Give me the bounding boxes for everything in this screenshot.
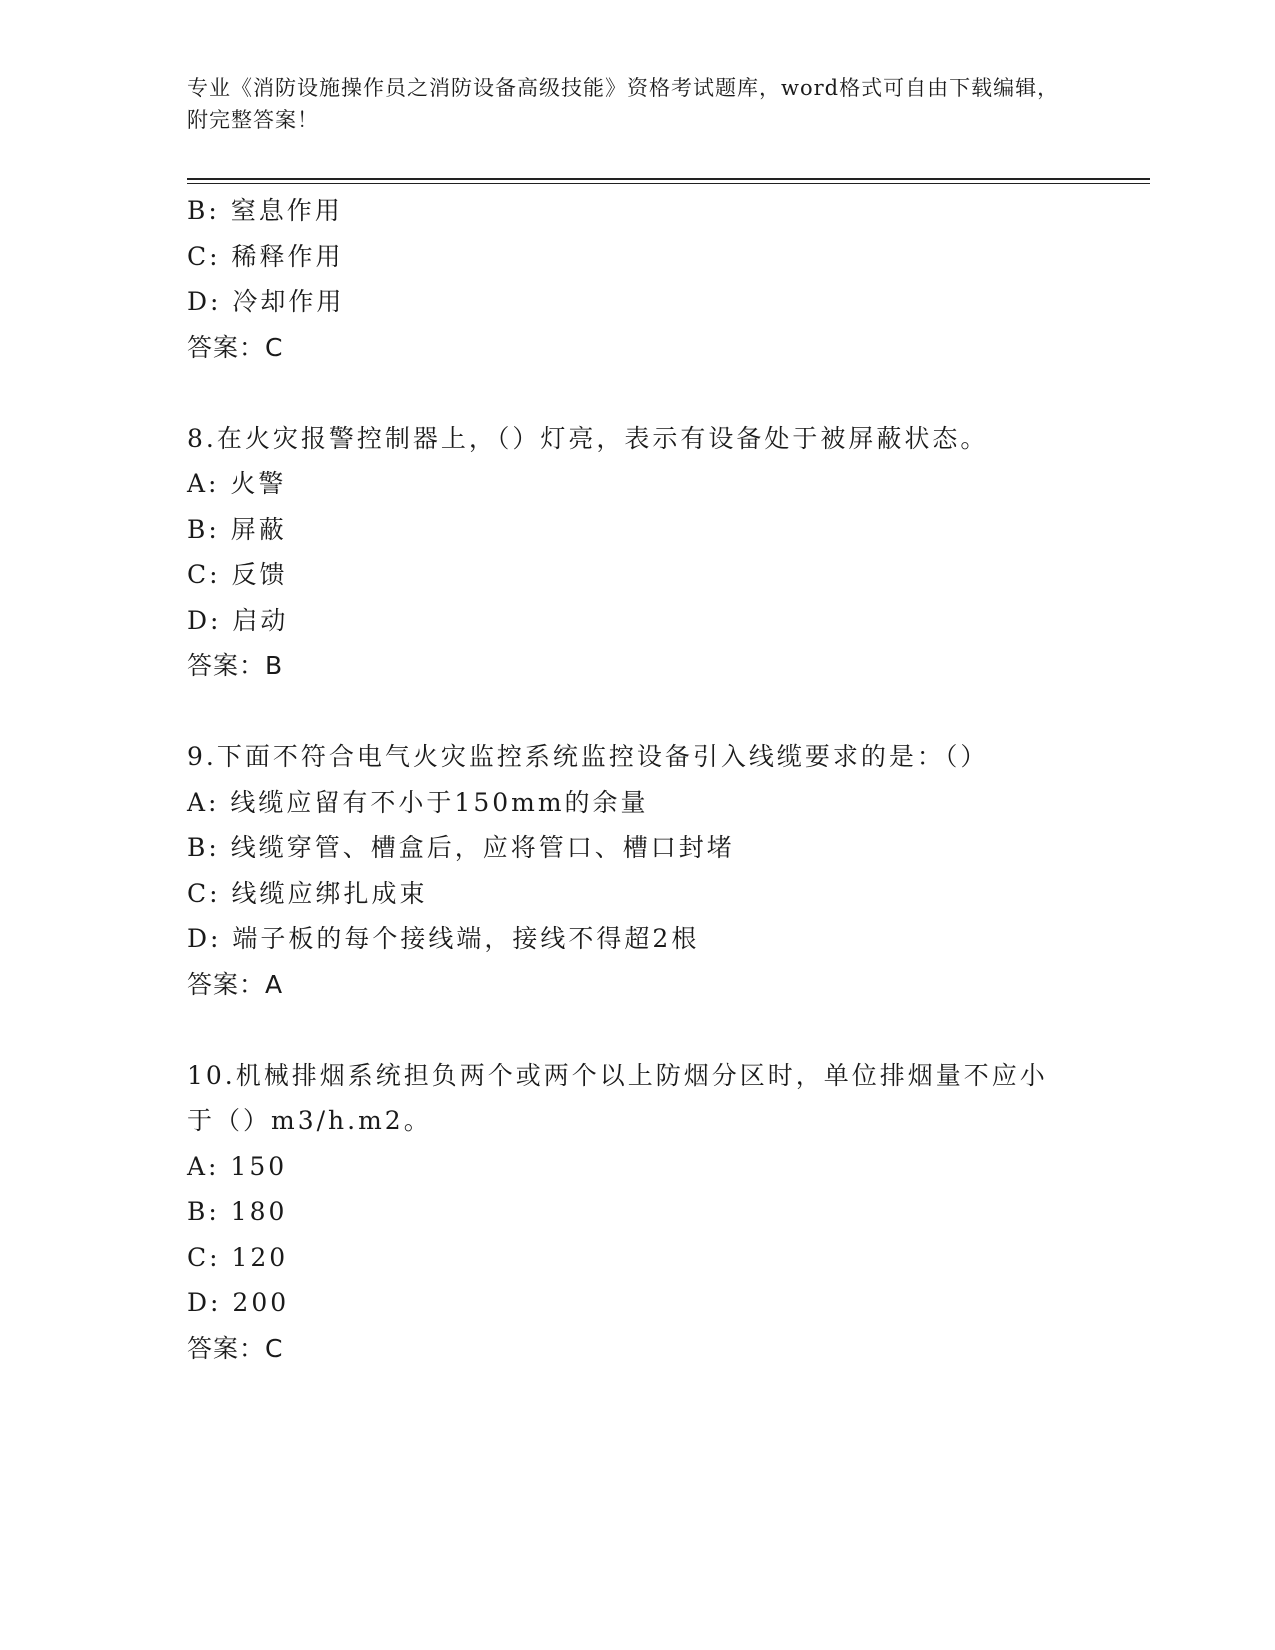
option-c: C: 反馈 xyxy=(187,560,288,589)
answer-line: 答案：B xyxy=(187,651,284,680)
option-b: B: 窒息作用 xyxy=(187,196,343,225)
option-d: D: 200 xyxy=(187,1288,290,1317)
option-a: A: 火警 xyxy=(187,469,287,498)
option-b: B: 线缆穿管、槽盒后，应将管口、槽口封堵 xyxy=(187,833,735,862)
question-8 xyxy=(187,416,1087,689)
answer-line: 答案：A xyxy=(187,969,284,999)
answer-line: 答案：C xyxy=(187,1333,284,1363)
option-d: D: 冷却作用 xyxy=(187,287,345,316)
question-text: 10.机械排烟系统担负两个或两个以上防烟分区时，单位排烟量不应小于（）m3/h.m2。 xyxy=(187,1060,1048,1135)
option-b: B: 180 xyxy=(187,1197,288,1226)
option-d: D: 启动 xyxy=(187,605,289,635)
question-7-tail xyxy=(187,188,1087,370)
answer-line: 答案：C xyxy=(187,332,284,362)
question-list xyxy=(187,188,1087,1371)
spacer xyxy=(187,1007,1087,1053)
option-a: A: 150 xyxy=(187,1151,288,1181)
question-text: 9.下面不符合电气火灾监控系统监控设备引入线缆要求的是：（） xyxy=(187,742,989,771)
option-c: C: 线缆应绑扎成束 xyxy=(187,878,428,908)
page-header: 专业《消防设施操作员之消防设备高级技能》资格考试题库，word格式可自由下载编辑，附完整答案！ xyxy=(187,76,1060,132)
option-c: C: 稀释作用 xyxy=(187,241,344,271)
question-9 xyxy=(187,734,1087,1007)
option-a: A: 线缆应留有不小于150mm的余量 xyxy=(187,787,649,817)
question-10 xyxy=(187,1053,1087,1372)
spacer xyxy=(187,370,1087,416)
spacer xyxy=(187,689,1087,735)
option-c: C: 120 xyxy=(187,1242,289,1272)
header-divider-thin xyxy=(187,183,1150,184)
header-divider-thick xyxy=(187,178,1150,180)
option-d: D: 端子板的每个接线端，接线不得超2根 xyxy=(187,924,700,953)
question-text: 8.在火灾报警控制器上，（）灯亮，表示有设备处于被屏蔽状态。 xyxy=(187,423,989,453)
option-b: B: 屏蔽 xyxy=(187,514,287,544)
